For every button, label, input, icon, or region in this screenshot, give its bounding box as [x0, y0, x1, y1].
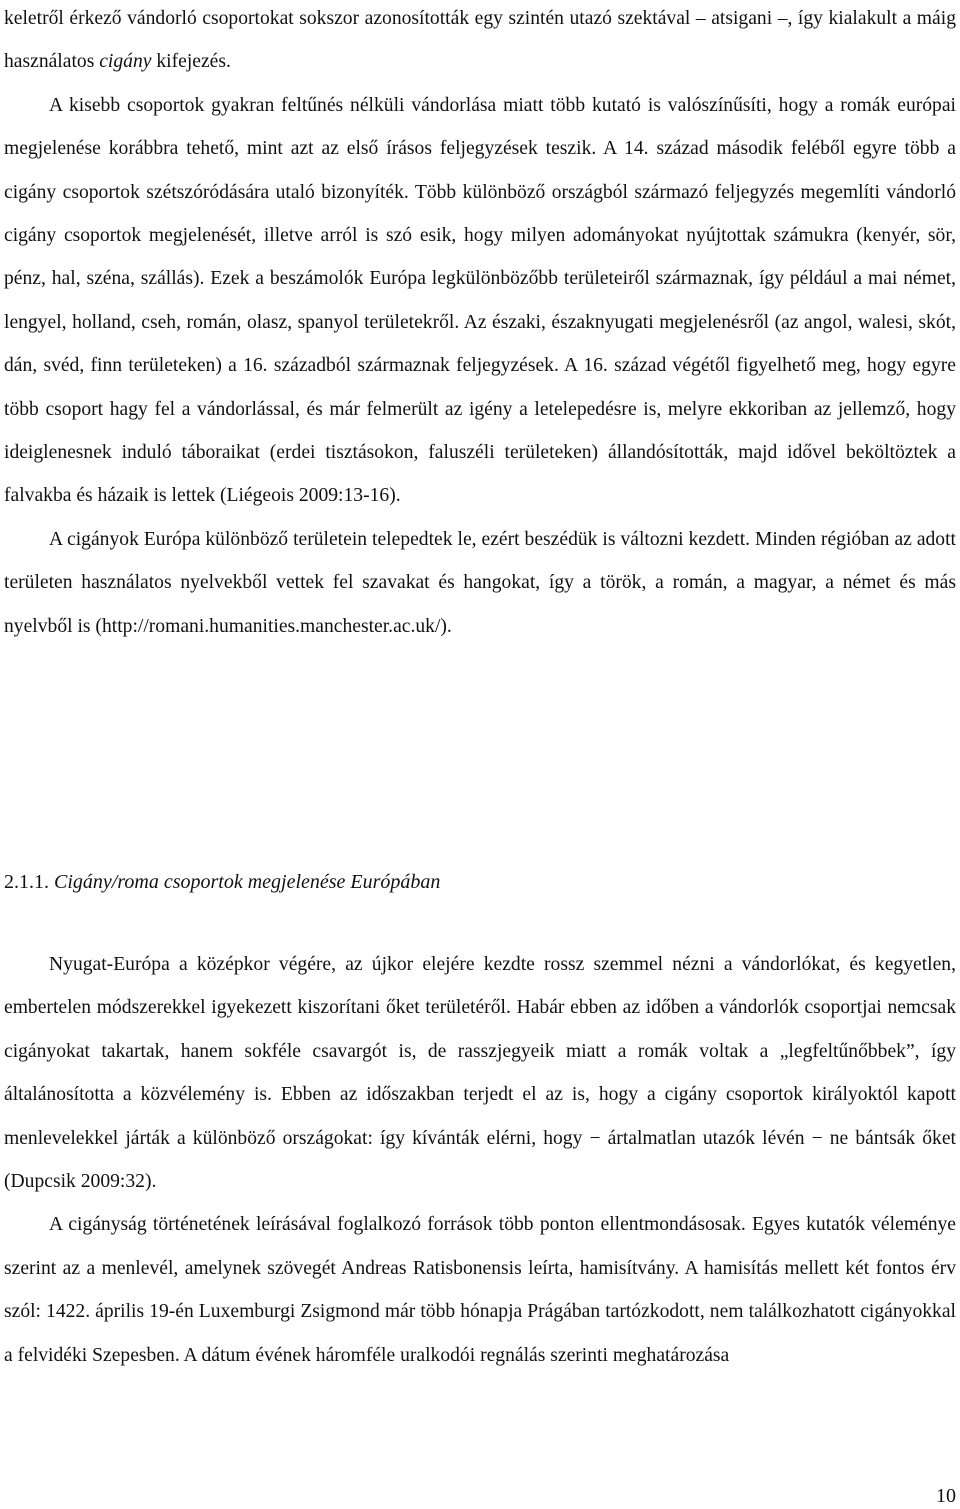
document-body-top [4, 0, 956, 648]
paragraph-2: A kisebb csoportok gyakran feltűnés nélküli vándorlása miatt több kutató is valószínűsíti, hogy a romák európai megjelenése korábbra tehető, mint azt az első írásos feljegyzések teszik. A 14. század második feléből egyre több a cigány csoportok szétszóródására utaló bizonyíték. Több különböző országból származó feljegyzés megemlíti vándorló cigány csoportok megjelenését, illetve arról is szó esik, hogy milyen adományokat nyújtottak számukra (kenyér, sör, pénz, hal, széna, szállás). Ezek a beszámolók Európa legkülönbözőbb területeiről származnak, így például a mai német, lengyel, holland, cseh, román, olasz, spanyol területekről. Az északi, északnyugati megjelenésről (az angol, walesi, skót, dán, svéd, finn területeken) a 16. századból származnak feljegyzések. A 16. század végétől figyelhető meg, hogy egyre több csoport hagy fel a vándorlással, és már felmerült az igény a letelepedésre is, melyre ekkoriban az jellemző, hogy ideiglenesnek induló táboraikat (erdei tisztásokon, faluszéli területeken) állandósították, majd idővel beköltöztek a falvakba és házaik is lettek (Liégeois 2009:13-16). [4, 94, 956, 507]
paragraph-1 [4, 0, 956, 84]
paragraph-1-after: kifejezés. [151, 51, 231, 73]
paragraph-4: Nyugat-Európa a középkor végére, az újkor elejére kezdte rossz szemmel nézni a vándorlókat, és kegyetlen, embertelen módszerekkel igyekezett kiszorítani őket területéről. Habár ebben az időben a vándorlók csoportjai nemcsak cigányokat takartak, hanem sokféle csavargót is, de rasszjegyeik miatt a romák voltak a „legfeltűnőbbek”, így általánosította a közvélemény is. Ebben az időszakban terjedt el az is, hogy a cigány csoportok királyoktól kapott menlevelekkel járták a különböző országokat: így kívánták elérni, hogy − ártalmatlan utazók lévén − ne bántsák őket (Dupcsik 2009:32). [4, 954, 956, 1193]
section-title: Cigány/roma csoportok megjelenése Európában [54, 871, 441, 893]
page-number: 10 [936, 1485, 956, 1507]
paragraph-5: A cigányság történetének leírásával foglalkozó források több ponton ellentmondásosak. Egyes kutatók véleménye szerint az a menlevél, amelynek szövegét Andreas Ratisbonensis leírta, hamisítvány. A hamisítás mellett két fontos érv szól: 1422. április 19-én Luxemburgi Zsigmond már több hónapja Prágában tartózkodott, nem találkozhatott cigányokkal a felvidéki Szepesben. A dátum évének háromféle uralkodói regnálás szerinti meghatározása [4, 1214, 956, 1366]
document-body-bottom [4, 943, 956, 1377]
paragraph-1-before: keletről érkező vándorló csoportokat sokszor azonosították egy szintén utazó szektával – atsigani –, így kialakult a máig használatos [4, 8, 956, 73]
section-heading [4, 861, 440, 904]
section-number: 2.1.1. [4, 871, 49, 893]
paragraph-1-italic-term: cigány [99, 51, 152, 73]
paragraph-3: A cigányok Európa különböző területein telepedtek le, ezért beszédük is változni kezdett. Minden régióban az adott területen használatos nyelvekből vettek fel szavakat és hangokat, így a török, a román, a magyar, a német és más nyelvből is (http://romani.humanities.manchester.ac.uk/). [4, 528, 956, 637]
